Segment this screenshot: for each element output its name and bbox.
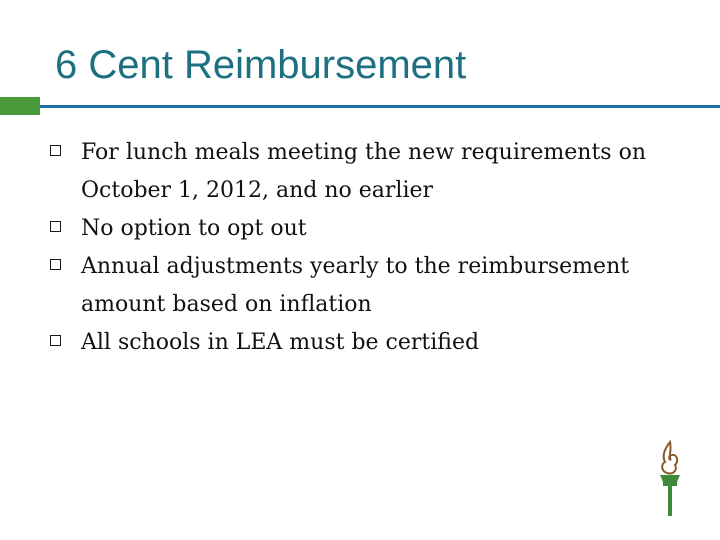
slide-title: 6 Cent Reimbursement bbox=[55, 43, 467, 87]
bullet-item bbox=[50, 324, 690, 362]
torch-logo-icon bbox=[650, 440, 690, 518]
bullet-text: No option to opt out bbox=[81, 216, 307, 241]
bullet-item bbox=[50, 248, 690, 324]
title-underline bbox=[40, 105, 720, 108]
hollow-square-icon bbox=[50, 221, 61, 232]
hollow-square-icon bbox=[50, 145, 61, 156]
bullet-text: For lunch meals meeting the new requirements on October 1, 2012, and no earlier bbox=[81, 140, 646, 203]
bullet-item bbox=[50, 134, 690, 210]
bullet-text: All schools in LEA must be certified bbox=[81, 330, 480, 355]
bullet-list bbox=[50, 134, 690, 362]
hollow-square-icon bbox=[50, 259, 61, 270]
bullet-item bbox=[50, 210, 690, 248]
hollow-square-icon bbox=[50, 335, 61, 346]
accent-bar-green bbox=[0, 97, 40, 115]
bullet-text: Annual adjustments yearly to the reimbursement amount based on inflation bbox=[81, 254, 630, 317]
